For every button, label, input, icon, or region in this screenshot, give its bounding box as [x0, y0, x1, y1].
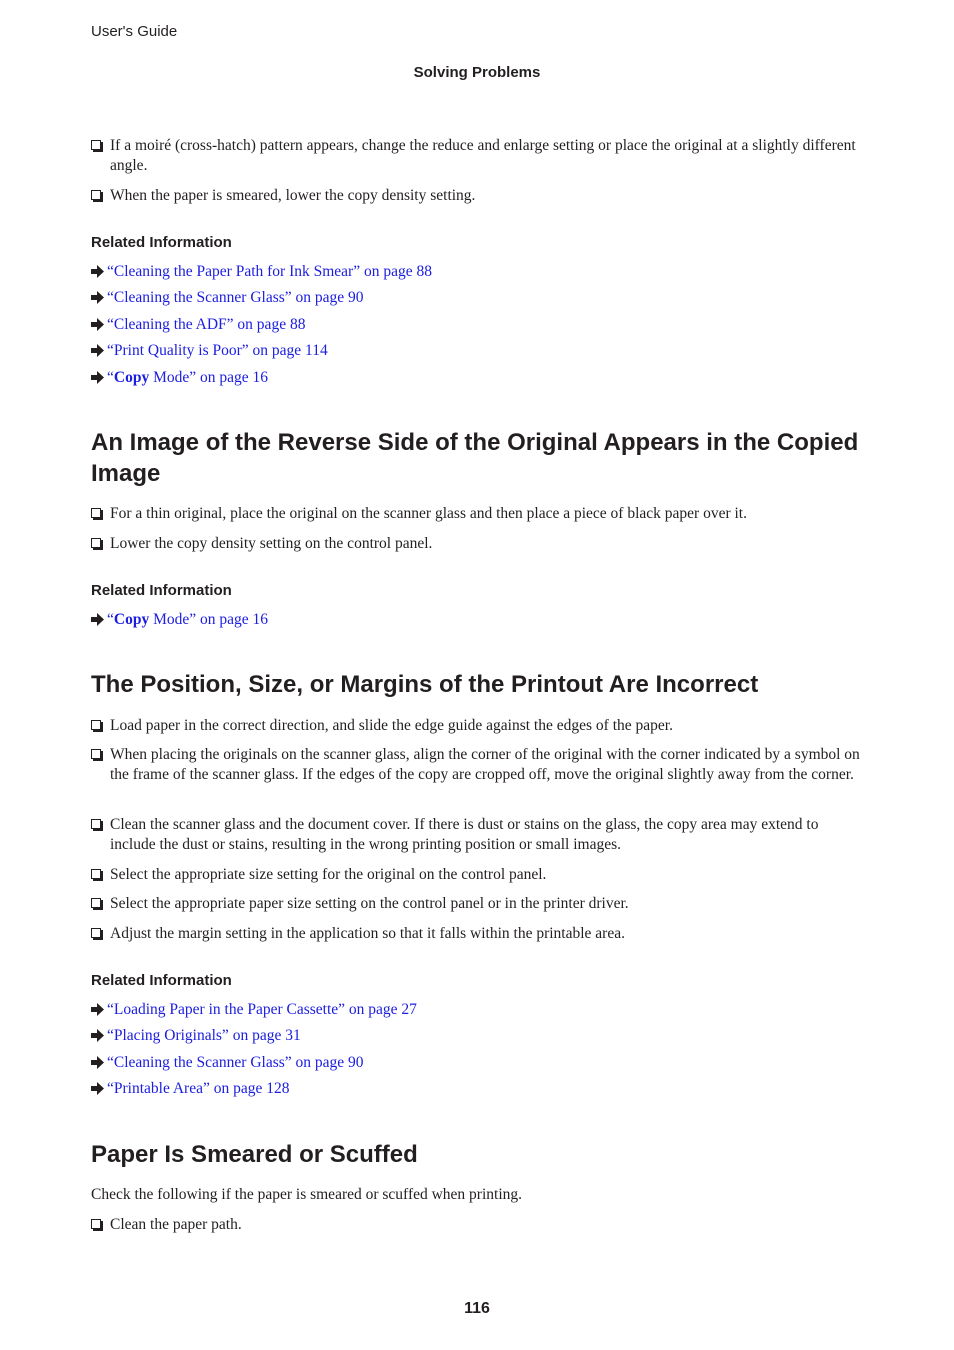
list-item: Lower the copy density setting on the control panel. — [91, 534, 861, 554]
right-arrow-icon — [91, 1002, 107, 1022]
checkbox-bullet-icon — [91, 898, 101, 908]
running-header-guide: User's Guide — [91, 23, 178, 40]
right-arrow-icon — [91, 1055, 107, 1075]
list-item: Adjust the margin setting in the application so that it falls within the printable area. — [91, 924, 861, 944]
related-link[interactable]: “Cleaning the Scanner Glass” on page 90 — [91, 288, 364, 310]
list-item: When placing the originals on the scanner glass, align the corner of the original with the corner indicated by a symbol on the frame of the scanner glass. If the edges of the copy are cropped off, move the original slightly away from the corner. — [91, 745, 861, 785]
section-heading: An Image of the Reverse Side of the Original Appears in the Copied Image — [91, 429, 859, 487]
right-arrow-icon — [91, 290, 107, 310]
list-item: If a moiré (cross-hatch) pattern appears, change the reduce and enlarge setting or place the original at a slightly different angle. — [91, 136, 861, 176]
list-item: Load paper in the correct direction, and slide the edge guide against the edges of the paper. — [91, 716, 861, 736]
page-number: 116 — [464, 1300, 490, 1317]
checkbox-bullet-icon — [91, 819, 101, 829]
related-link[interactable]: “Printable Area” on page 128 — [91, 1079, 290, 1101]
section-heading: Paper Is Smeared or Scuffed — [91, 1141, 418, 1168]
related-link[interactable]: “Loading Paper in the Paper Cassette” on page 27 — [91, 1000, 417, 1022]
related-information-heading: Related Information — [91, 234, 232, 251]
checkbox-bullet-icon — [91, 508, 101, 518]
related-information-heading: Related Information — [91, 582, 232, 599]
list-item: Select the appropriate size setting for the original on the control panel. — [91, 865, 861, 885]
related-link[interactable]: “Print Quality is Poor” on page 114 — [91, 341, 328, 363]
list-item: For a thin original, place the original on the scanner glass and then place a piece of black paper over it. — [91, 504, 861, 524]
list-item: Clean the paper path. — [91, 1215, 861, 1235]
checkbox-bullet-icon — [91, 869, 101, 879]
related-link[interactable]: “Cleaning the Scanner Glass” on page 90 — [91, 1053, 364, 1075]
related-link[interactable]: “Cleaning the ADF” on page 88 — [91, 315, 305, 337]
running-header-section: Solving Problems — [413, 64, 541, 81]
checkbox-bullet-icon — [91, 749, 101, 759]
section-heading: The Position, Size, or Margins of the Printout Are Incorrect — [91, 671, 759, 698]
right-arrow-icon — [91, 612, 107, 632]
related-link[interactable]: “Copy Mode” on page 16 — [91, 610, 268, 632]
intro-paragraph: Check the following if the paper is smeared or scuffed when printing. — [91, 1186, 523, 1203]
list-item: When the paper is smeared, lower the copy density setting. — [91, 186, 861, 206]
checkbox-bullet-icon — [91, 140, 101, 150]
related-link[interactable]: “Placing Originals” on page 31 — [91, 1026, 301, 1048]
list-item: Clean the scanner glass and the document cover. If there is dust or stains on the glass, the copy area may extend to include the dust or stains, resulting in the wrong printing position or small images. — [91, 815, 861, 855]
checkbox-bullet-icon — [91, 928, 101, 938]
related-link[interactable]: “Cleaning the Paper Path for Ink Smear” on page 88 — [91, 262, 432, 284]
right-arrow-icon — [91, 1081, 107, 1101]
checkbox-bullet-icon — [91, 1219, 101, 1229]
list-item: Select the appropriate paper size setting on the control panel or in the printer driver. — [91, 894, 861, 914]
related-information-heading: Related Information — [91, 972, 232, 989]
right-arrow-icon — [91, 370, 107, 390]
related-link[interactable]: “Copy Mode” on page 16 — [91, 368, 268, 390]
right-arrow-icon — [91, 1028, 107, 1048]
right-arrow-icon — [91, 317, 107, 337]
checkbox-bullet-icon — [91, 538, 101, 548]
right-arrow-icon — [91, 343, 107, 363]
right-arrow-icon — [91, 264, 107, 284]
checkbox-bullet-icon — [91, 720, 101, 730]
checkbox-bullet-icon — [91, 190, 101, 200]
